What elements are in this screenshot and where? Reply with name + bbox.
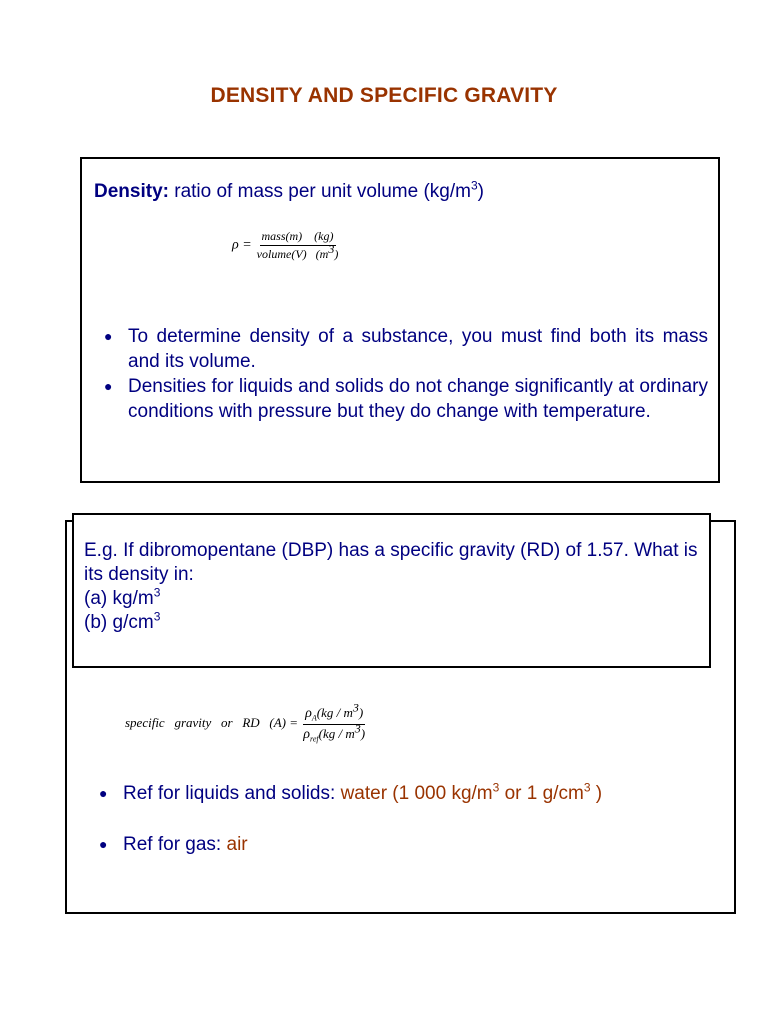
density-formula: ρ = $\frac{\text{mass(m) (kg)}}{volume(V) (m^3)}$ bbox=[232, 229, 339, 261]
bullet-icon: ● bbox=[104, 328, 113, 344]
example-box bbox=[72, 513, 711, 668]
list-item: ● Ref for gas: air bbox=[99, 834, 248, 855]
page-title: DENSITY AND SPECIFIC GRAVITY bbox=[210, 84, 558, 107]
bullet-icon: ● bbox=[99, 785, 108, 801]
density-box bbox=[80, 157, 720, 483]
bullet-icon: ● bbox=[104, 378, 113, 394]
specific-gravity-formula: specific gravity or RD (A) = $\frac{\rho_A(kg / m^3)}{\rho_{ref}(kg / m^3)}$ bbox=[125, 700, 366, 744]
example-question: E.g. If dibromopentane (DBP) has a specific gravity (RD) of 1.57. What is its density in: (a) $kg/m^3$ (b) $g/cm^3$ bbox=[84, 540, 698, 633]
list-item: ● Ref for liquids and solids: water (1 000 $kg/m^3$ or 1 $g/cm^3$ ) bbox=[99, 780, 603, 804]
list-item: ● To determine density of a substance, you must find both its mass and its volume. bbox=[104, 326, 708, 372]
list-item: ● Densities for liquids and solids do not change significantly at ordinary conditions with pressure but they do change with temperature. bbox=[104, 376, 708, 422]
density-definition: Density: ratio of mass per unit volume $(kg/m^3)$ bbox=[94, 178, 484, 202]
reference-bullets bbox=[87, 781, 727, 857]
bullet-icon: ● bbox=[99, 836, 108, 852]
density-bullets bbox=[92, 324, 708, 424]
density-label: Density: bbox=[94, 181, 169, 202]
